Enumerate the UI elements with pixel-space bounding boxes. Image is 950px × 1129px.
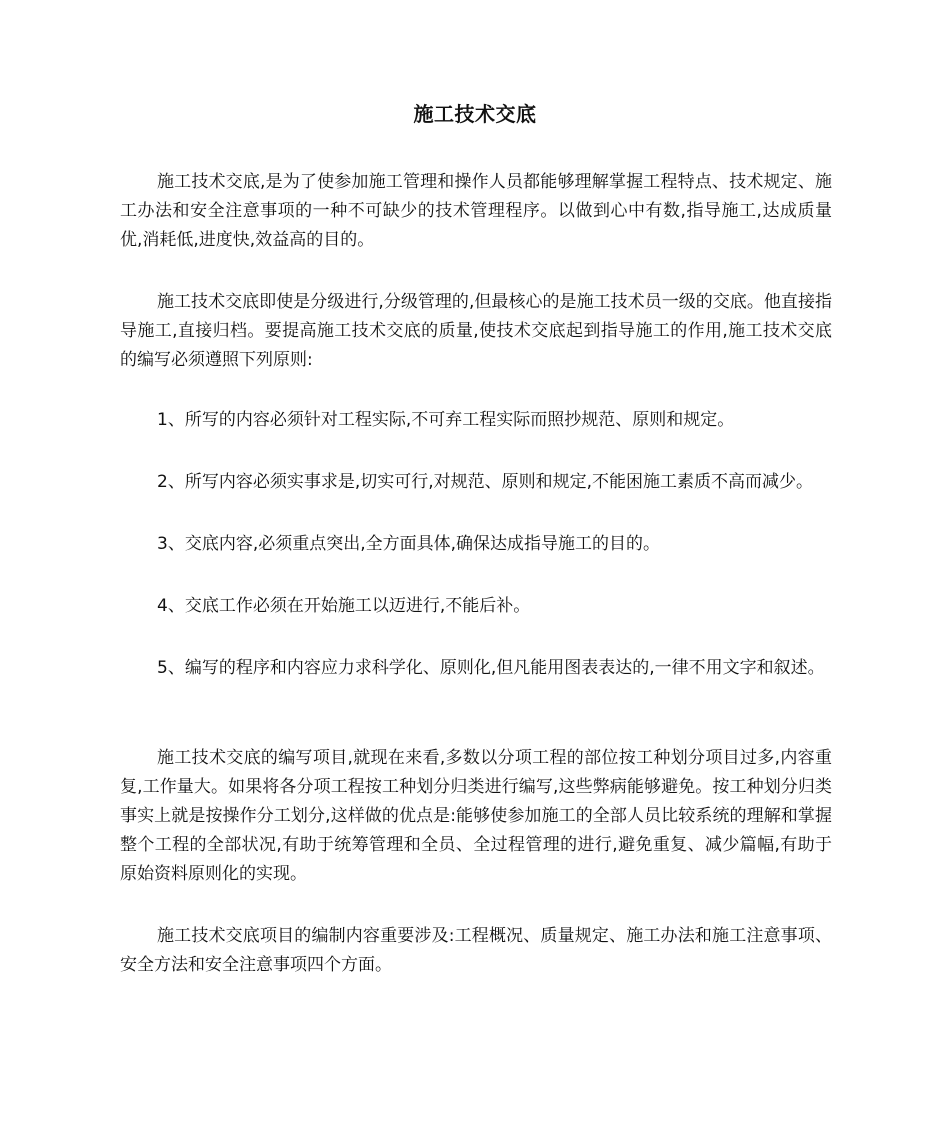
principle-item-4: 4、交底工作必须在开始施工以迈进行,不能后补。 [157,596,531,616]
paragraph-content-scope: 施工技术交底项目的编制内容重要涉及:工程概况、质量规定、施工办法和施工注意事项、安全方法和安全注意事项四个方面。 [120,926,832,975]
paragraph-principles-intro: 施工技术交底即使是分级进行,分级管理的,但最核心的是施工技术员一级的交底。他直接指导施工,直接归档。要提高施工技术交底的质量,使技术交底起到指导施工的作用,施工技术交底的编写必须遵照下列原则: [120,292,832,370]
paragraph-intro: 施工技术交底,是为了使参加施工管理和操作人员都能够理解掌握工程特点、技术规定、施工办法和安全注意事项的一种不可缺少的技术管理程序。以做到心中有数,指导施工,达成质量优,消耗低,进度快,效益高的目的。 [120,172,832,250]
principle-item-5: 5、编写的程序和内容应力求科学化、原则化,但凡能用图表表达的,一律不用文字和叙述。 [157,658,825,678]
principle-item-3: 3、交底内容,必须重点突出,全方面具体,确保达成指导施工的目的。 [157,534,661,554]
paragraph-writing-items: 施工技术交底的编写项目,就现在来看,多数以分项工程的部位按工种划分项目过多,内容重复,工作量大。如果将各分项工程按工种划分归类进行编写,这些弊病能够避免。按工种划分归类事实上就是按操作分工划分,这样做的优点是:能够使参加施工的全部人员比较系统的理解和掌握整个工程的全部状况,有助于统筹管理和全员、全过程管理的进行,避免重复、减少篇幅,有助于原始资料原则化的实现。 [120,748,832,884]
principle-item-1: 1、所写的内容必须针对工程实际,不可弃工程实际而照抄规范、原则和规定。 [157,410,735,430]
principle-item-2: 2、所写内容必须实事求是,切实可行,对规范、原则和规定,不能困施工素质不高而减少。 [157,472,814,492]
document-title: 施工技术交底 [413,102,537,126]
